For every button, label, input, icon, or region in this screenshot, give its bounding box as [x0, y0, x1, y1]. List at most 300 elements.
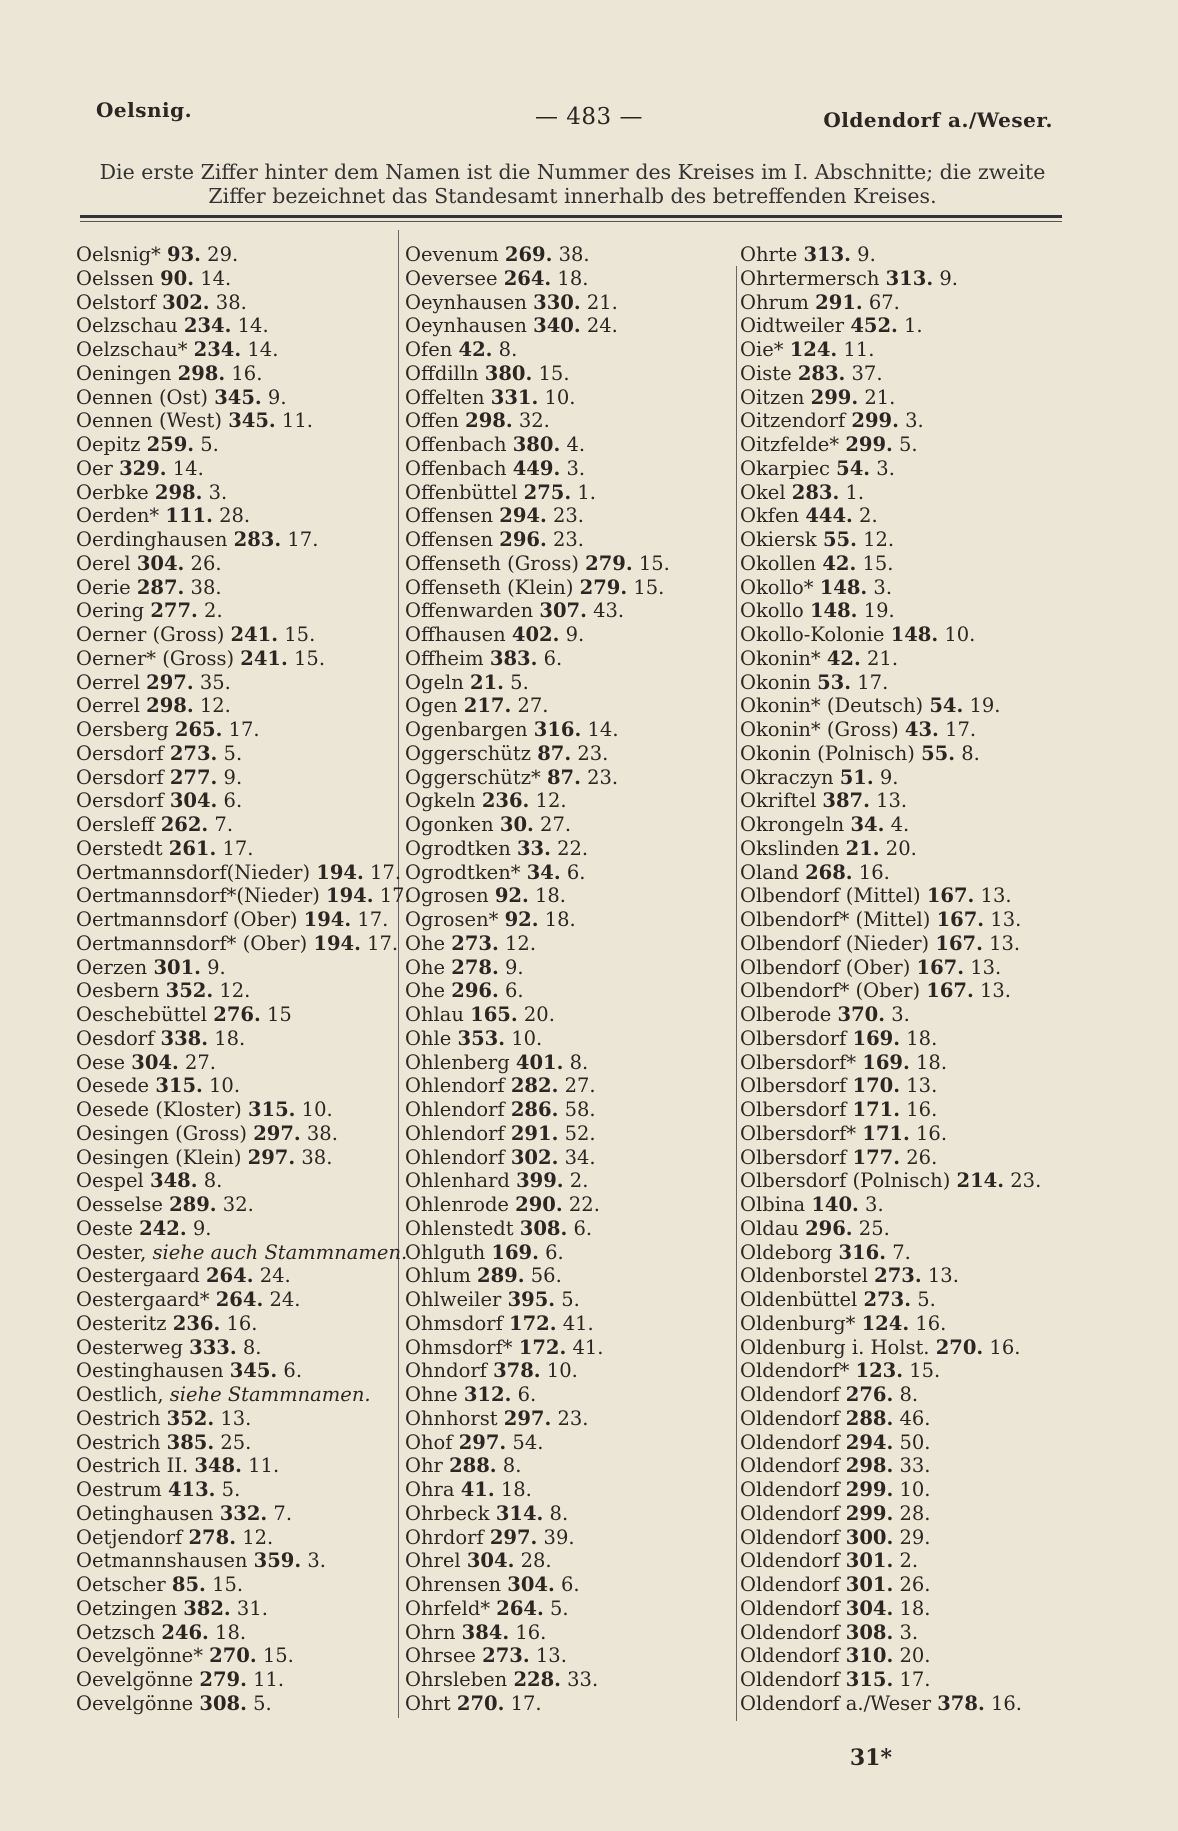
register-entry: [740, 1621, 1070, 1645]
register-entry: [740, 1502, 1070, 1526]
registry-office-number: 18.: [916, 1050, 948, 1074]
registry-office-number: 17.: [222, 836, 254, 860]
registry-office-number: 2.: [899, 1549, 919, 1573]
district-number: 273.: [169, 741, 218, 765]
district-number: 301.: [153, 955, 201, 979]
registry-office-number: 3.: [566, 456, 586, 480]
place-name: Ohmsdorf*: [405, 1335, 513, 1359]
district-number: 316.: [838, 1240, 886, 1264]
register-entry: [740, 1098, 1070, 1122]
place-name: Oesingen (Klein): [76, 1145, 242, 1169]
district-number: 316.: [533, 718, 582, 741]
register-entry: [740, 1597, 1070, 1621]
place-name: Oesede (Kloster): [76, 1098, 242, 1121]
place-name: Oldendorf: [740, 1430, 840, 1454]
register-entry: [76, 1692, 394, 1716]
district-number: 270.: [935, 1335, 984, 1359]
register-entry: [740, 1549, 1070, 1573]
register-entry: [740, 338, 1070, 362]
place-name: Oesingen (Gross): [76, 1121, 247, 1145]
place-name: Oeynhausen: [405, 314, 527, 338]
register-entry: [405, 813, 735, 837]
registry-office-number: 32.: [518, 409, 550, 433]
register-entry: [740, 718, 1070, 742]
register-entry: [740, 362, 1070, 386]
registry-office-number: 9.: [505, 955, 524, 979]
district-number: 329.: [119, 456, 167, 480]
place-name: Ohndorf: [405, 1359, 487, 1383]
place-name: Oestergaard*: [76, 1288, 210, 1311]
district-number: 294.: [845, 1430, 894, 1454]
registry-office-number: 5.: [510, 670, 529, 694]
registry-office-number: 41.: [572, 1335, 604, 1359]
registry-office-number: 33.: [567, 1668, 599, 1691]
register-entry: [740, 552, 1070, 576]
place-name: Ohmsdorf: [405, 1311, 503, 1335]
register-entry: [740, 623, 1070, 647]
district-number: 283.: [797, 361, 846, 385]
place-name: Oertmannsdorf*(Nieder): [76, 884, 320, 908]
district-number: 167.: [935, 931, 983, 955]
place-name: Olbersdorf*: [740, 1121, 857, 1145]
district-number: 308.: [199, 1691, 247, 1715]
registry-office-number: 5.: [899, 433, 918, 456]
register-entry: [76, 1003, 394, 1027]
registry-office-number: 18.: [544, 908, 576, 931]
district-number: 279.: [585, 551, 633, 575]
register-entry: [405, 647, 735, 671]
registry-office-number: 20.: [899, 1644, 931, 1668]
register-entry: [76, 1359, 394, 1383]
registry-office-number: 34.: [564, 1145, 596, 1169]
district-number: 278.: [188, 1525, 236, 1549]
place-name: Ohlguth: [405, 1240, 486, 1264]
district-number: 92.: [494, 884, 529, 908]
district-number: 269.: [504, 243, 553, 266]
district-number: 300.: [845, 1525, 894, 1549]
district-number: 276.: [845, 1383, 894, 1406]
place-name: Oitzen: [740, 385, 805, 409]
district-number: 313.: [803, 243, 851, 266]
register-entry: [740, 1312, 1070, 1336]
place-name: Offensen: [405, 504, 494, 528]
register-entry: [76, 457, 394, 481]
registry-office-number: 23.: [552, 504, 584, 528]
district-number: 87.: [546, 765, 581, 789]
register-entry: [405, 409, 735, 433]
registry-office-number: 12.: [242, 1525, 274, 1549]
district-number: 302.: [510, 1145, 559, 1169]
registry-office-number: 13.: [980, 884, 1012, 908]
register-entry: [740, 386, 1070, 410]
register-entry: [76, 837, 394, 861]
column-3: [740, 243, 1070, 1716]
register-entry: [405, 1668, 735, 1692]
place-name: Oldendorf: [740, 1406, 840, 1430]
register-entry: [76, 742, 394, 766]
registry-office-number: 18.: [214, 1026, 246, 1050]
registry-office-number: 5.: [200, 433, 219, 456]
place-name: Offen: [405, 409, 459, 433]
register-entry: [405, 1003, 735, 1027]
register-entry: [740, 409, 1070, 433]
district-number: 54.: [836, 456, 871, 480]
registry-office-number: 13.: [979, 979, 1011, 1003]
registry-office-number: 9.: [565, 623, 585, 646]
register-entry: [740, 1146, 1070, 1170]
register-entry: [740, 979, 1070, 1003]
place-name: Oitzendorf: [740, 409, 846, 433]
district-number: 291.: [815, 290, 863, 314]
register-entry: [76, 576, 394, 600]
registry-office-number: 10.: [899, 1478, 931, 1501]
registry-office-number: 23.: [552, 528, 584, 551]
registry-office-number: 14.: [237, 314, 269, 338]
intro-note: Die erste Ziffer hinter dem Namen ist die Nummer des Kreises im I. Abschnitte; die zweite Ziffer bezeichnet das Standesamt innerhalb des betreffenden Kreises.: [99, 160, 1046, 208]
registry-office-number: 13.: [876, 789, 908, 813]
place-name: Ohrbeck: [405, 1501, 490, 1525]
column-2: [405, 243, 735, 1716]
register-entry: [76, 1051, 394, 1075]
place-name: Oeningen: [76, 361, 172, 385]
district-number: 352.: [166, 1406, 215, 1430]
place-name: Ohr: [405, 1454, 443, 1478]
place-name: Oldendorf: [740, 1501, 840, 1525]
place-name: Ohlendorf: [405, 1145, 505, 1169]
registry-office-number: 27.: [184, 1050, 216, 1074]
register-entry: [76, 908, 394, 932]
district-number: 111.: [165, 504, 213, 528]
register-entry: [405, 1502, 735, 1526]
registry-office-number: 29.: [899, 1525, 931, 1549]
place-name: Ohlweiler: [405, 1288, 502, 1311]
district-number: 402.: [511, 623, 560, 646]
registry-office-number: 6.: [505, 979, 524, 1003]
district-number: 270.: [209, 1644, 257, 1668]
district-number: 214.: [956, 1169, 1005, 1193]
registry-office-number: 46.: [899, 1406, 931, 1430]
district-number: 277.: [150, 599, 198, 623]
register-entry: [76, 979, 394, 1003]
registry-office-number: 15.: [212, 1573, 244, 1596]
district-number: 167.: [926, 979, 974, 1003]
registry-office-number: 11.: [281, 409, 313, 433]
register-entry: [405, 837, 735, 861]
registry-office-number: 58.: [564, 1098, 596, 1121]
place-name: Olberode: [740, 1003, 832, 1026]
registry-office-number: 17.: [287, 528, 319, 551]
registry-office-number: 23.: [1010, 1169, 1042, 1193]
register-entry: [740, 1383, 1070, 1407]
registry-office-number: 17.: [857, 670, 889, 694]
district-number: 288.: [449, 1454, 497, 1478]
place-name: Olbersdorf: [740, 1098, 847, 1121]
district-number: 167.: [926, 884, 975, 908]
place-name: Ofen: [405, 338, 453, 361]
registry-office-number: 16.: [515, 1620, 547, 1644]
place-name: Ohlenhard: [405, 1169, 510, 1193]
district-number: 279.: [199, 1668, 247, 1691]
registry-office-number: 13.: [990, 908, 1022, 931]
registry-office-number: 9.: [857, 243, 876, 266]
registry-office-number: 5.: [221, 1478, 241, 1501]
registry-office-number: 52.: [564, 1121, 596, 1145]
district-number: 169.: [862, 1050, 910, 1074]
registry-office-number: 24.: [586, 314, 618, 338]
district-number: 299.: [810, 385, 859, 409]
district-number: 264.: [503, 266, 552, 290]
place-name: Oldendorf: [740, 1668, 840, 1691]
place-name: Oerie: [76, 575, 131, 599]
district-number: 234.: [183, 314, 232, 338]
place-name: Oersdorf: [76, 741, 164, 765]
register-entry: [76, 338, 394, 362]
register-entry: [76, 1668, 394, 1692]
registry-office-number: 16.: [906, 1098, 938, 1121]
register-entry: [405, 1478, 735, 1502]
registry-office-number: 6.: [573, 1216, 593, 1240]
register-entry: [76, 1288, 394, 1312]
district-number: 51.: [839, 765, 874, 789]
place-name: Okollen: [740, 551, 817, 575]
district-number: 246.: [161, 1620, 209, 1644]
column-divider: [736, 266, 737, 1721]
registry-office-number: 7.: [273, 1501, 293, 1525]
district-number: 177.: [852, 1145, 901, 1169]
running-head-left: Oelsnig.: [96, 98, 193, 122]
registry-office-number: 28.: [520, 1549, 552, 1573]
registry-office-number: 2.: [569, 1169, 589, 1193]
district-number: 304.: [845, 1596, 894, 1620]
registry-office-number: 14.: [172, 456, 204, 480]
register-entry: [76, 1644, 394, 1668]
place-name: Ogrodtken: [405, 836, 511, 860]
registry-office-number: 3.: [905, 409, 924, 433]
district-number: 278.: [451, 955, 499, 979]
place-name: Ohlenstedt: [405, 1216, 514, 1240]
registry-office-number: 10.: [944, 623, 976, 646]
district-number: 312.: [463, 1383, 512, 1406]
district-number: 283.: [233, 528, 282, 551]
district-number: 43.: [904, 718, 939, 741]
signature-mark: 31*: [849, 1745, 892, 1771]
register-entry: [405, 694, 735, 718]
column-divider: [398, 230, 399, 1718]
registry-office-number: 8.: [569, 1050, 589, 1074]
registry-office-number: 1.: [845, 480, 865, 504]
registry-office-number: 5.: [550, 1596, 569, 1620]
place-name: Olbina: [740, 1193, 806, 1216]
register-entry: [405, 1074, 735, 1098]
register-entry: [76, 433, 394, 457]
registry-office-number: 29.: [207, 243, 239, 266]
register-entry: [405, 766, 735, 790]
registry-office-number: 17.: [379, 884, 411, 908]
place-name: Ogonken: [405, 813, 494, 836]
registry-office-number: 13.: [927, 1264, 959, 1288]
register-entry: [76, 1240, 408, 1265]
district-number: 304.: [466, 1549, 515, 1573]
place-name: Olbersdorf: [740, 1145, 847, 1169]
place-name: Oespel: [76, 1169, 144, 1193]
register-entry: [405, 243, 735, 267]
registry-office-number: 5.: [253, 1691, 272, 1715]
place-name: Oese: [76, 1050, 126, 1074]
registry-office-number: 37.: [851, 361, 883, 385]
register-entry: [76, 552, 394, 576]
register-entry: [740, 1336, 1070, 1360]
place-name: Okrongeln: [740, 813, 845, 836]
district-number: 304.: [136, 551, 185, 575]
registry-office-number: 14.: [587, 718, 619, 741]
district-number: 345.: [229, 1359, 278, 1383]
register-entry: [76, 386, 394, 410]
register-entry: [405, 1027, 735, 1051]
district-number: 315.: [247, 1098, 296, 1121]
place-name: Oldendorf: [740, 1525, 840, 1549]
registry-office-number: 26.: [190, 551, 222, 575]
registry-office-number: 9.: [192, 1216, 212, 1240]
district-number: 297.: [253, 1121, 301, 1145]
place-name: Ohlenrode: [405, 1193, 509, 1216]
register-entry: [740, 1573, 1070, 1597]
registry-office-number: 18.: [557, 266, 589, 290]
registry-office-number: 15.: [909, 1359, 941, 1383]
registry-office-number: 17.: [228, 718, 260, 741]
registry-office-number: 1.: [904, 314, 923, 338]
registry-office-number: 14.: [200, 266, 232, 290]
register-entry: [405, 884, 735, 908]
registry-office-number: 54.: [512, 1430, 544, 1454]
registry-office-number: 12.: [219, 979, 251, 1003]
register-entry: [740, 1027, 1070, 1051]
register-entry: [740, 1692, 1070, 1716]
district-number: 289.: [477, 1264, 525, 1288]
registry-office-number: 18.: [215, 1620, 247, 1644]
place-name: Olbersdorf*: [740, 1050, 857, 1074]
registry-office-number: 13.: [220, 1406, 252, 1430]
register-entry: [76, 1074, 394, 1098]
registry-office-number: 13.: [906, 1074, 938, 1098]
place-name: Okraczyn: [740, 765, 834, 789]
district-number: 313.: [885, 266, 934, 290]
registry-office-number: 10.: [301, 1098, 333, 1121]
district-number: 194.: [303, 908, 352, 931]
district-number: 380.: [484, 361, 533, 385]
register-entry: [740, 813, 1070, 837]
register-entry: [740, 932, 1070, 956]
district-number: 33.: [516, 836, 551, 860]
register-entry: [76, 1502, 394, 1526]
district-number: 296.: [451, 979, 499, 1003]
place-name: Okslinden: [740, 836, 840, 860]
registry-office-number: 8.: [961, 741, 980, 765]
place-name: Oetmannshausen: [76, 1549, 248, 1573]
place-name: Oerrel: [76, 694, 140, 718]
place-name: Oestergaard: [76, 1264, 200, 1288]
district-number: 296.: [805, 1216, 853, 1240]
district-number: 21.: [845, 836, 880, 860]
place-name: Ohnhorst: [405, 1406, 498, 1430]
district-number: 331.: [490, 385, 539, 409]
district-number: 273.: [874, 1264, 922, 1288]
place-name: Oetinghausen: [76, 1501, 214, 1525]
registry-office-number: 38.: [215, 290, 247, 314]
place-name: Okiersk: [740, 528, 817, 551]
district-number: 167.: [936, 908, 985, 931]
district-number: 165.: [470, 1003, 518, 1026]
registry-office-number: 16.: [231, 361, 263, 385]
place-name: Oepitz: [76, 433, 141, 456]
register-entry: [740, 1478, 1070, 1502]
registry-office-number: 6.: [543, 646, 563, 670]
register-entry: [740, 1431, 1070, 1455]
registry-office-number: 6.: [545, 1240, 564, 1264]
place-name: Oelssen: [76, 266, 154, 290]
place-name: Oerden*: [76, 504, 160, 528]
place-name: Oelstorf: [76, 290, 156, 314]
place-name: Offenbüttel: [405, 480, 518, 504]
district-number: 348.: [194, 1454, 242, 1478]
registry-office-number: 3.: [208, 480, 228, 504]
registry-office-number: 67.: [868, 290, 900, 314]
registry-office-number: 15.: [284, 623, 316, 646]
place-name: Ohe: [405, 955, 446, 979]
register-entry: [405, 1146, 735, 1170]
registry-office-number: 3.: [876, 456, 895, 480]
district-number: 315.: [845, 1668, 894, 1691]
register-entry: [76, 243, 394, 267]
register-entry: [76, 267, 394, 291]
place-name: Ohle: [405, 1026, 452, 1050]
district-number: 449.: [512, 456, 561, 480]
register-entry: [405, 267, 735, 291]
registry-office-number: 16.: [915, 1311, 947, 1335]
district-number: 332.: [219, 1501, 268, 1525]
district-number: 261.: [168, 836, 217, 860]
registry-office-number: 15: [266, 1003, 292, 1026]
registry-office-number: 12.: [863, 528, 895, 551]
register-entry: [405, 1692, 735, 1716]
register-entry: [740, 1454, 1070, 1478]
place-name: Offheim: [405, 646, 484, 670]
place-name: Oesteritz: [76, 1311, 167, 1335]
register-entry: [405, 742, 735, 766]
place-name: Oer: [76, 456, 113, 480]
place-name: Oesdorf: [76, 1026, 155, 1050]
place-name: Ohne: [405, 1383, 458, 1406]
registry-office-number: 6.: [283, 1359, 303, 1383]
district-number: 92.: [504, 908, 539, 931]
place-name: Oldendorf: [740, 1644, 840, 1668]
district-number: 194.: [313, 931, 361, 955]
registry-office-number: 9.: [207, 955, 226, 979]
district-number: 90.: [160, 266, 195, 290]
registry-office-number: 8.: [899, 1383, 919, 1406]
place-name: Oestrum: [76, 1478, 162, 1501]
place-name: Oerstedt: [76, 836, 163, 860]
registry-office-number: 5.: [917, 1288, 936, 1311]
register-entry: [740, 884, 1070, 908]
register-entry: [76, 1621, 394, 1645]
district-number: 265.: [174, 718, 223, 741]
place-name: Okollo: [740, 599, 804, 623]
place-name: Oitzfelde*: [740, 433, 840, 456]
district-number: 385.: [166, 1430, 215, 1454]
register-entry: [76, 481, 394, 505]
registry-office-number: 56.: [530, 1264, 562, 1288]
registry-office-number: 33.: [899, 1454, 931, 1478]
